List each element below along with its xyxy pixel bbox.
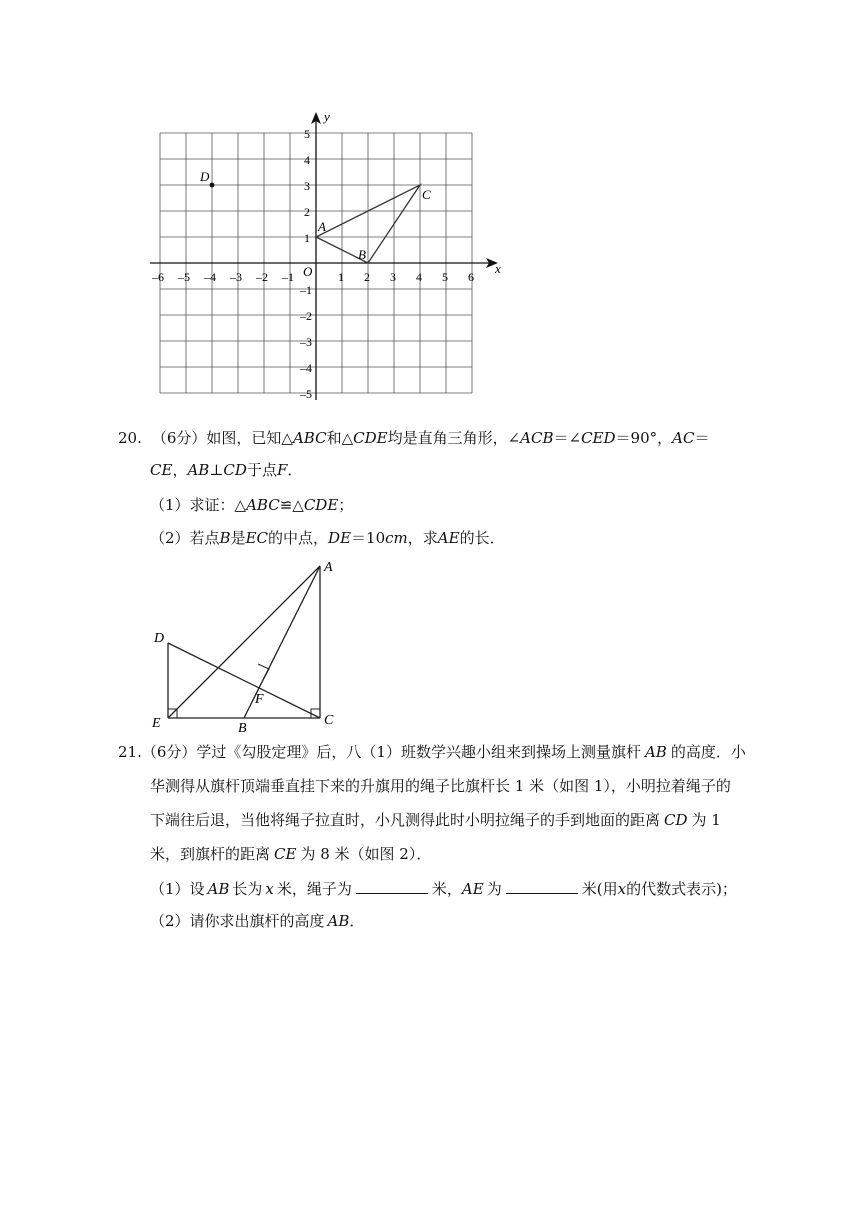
point-d-dot [210, 183, 215, 188]
x-tick-label: –2 [256, 270, 268, 284]
y-tick-label: 3 [304, 179, 310, 193]
answer-blank-ae[interactable] [506, 881, 578, 894]
label-f: F [255, 692, 264, 707]
q20-text: 如图，已知△ [206, 429, 293, 447]
q21-text: x [617, 880, 627, 898]
q21-text: 学过《勾股定理》后，八（1）班数学兴趣小组来到操场上测量旗杆 [196, 743, 641, 761]
q20-subquestion-2 [150, 531, 505, 546]
point-label-c: C [422, 187, 431, 202]
y-tick-label: 5 [304, 127, 310, 141]
q20-text: ⊥ [209, 461, 224, 479]
q20-text: ； [338, 496, 354, 514]
q21-text: 米， [431, 880, 462, 898]
grid-points [199, 169, 431, 262]
point-label-d: D [200, 169, 210, 184]
point-label-a: A [318, 219, 326, 234]
y-tick-label: –1 [300, 283, 312, 297]
q21-text: AB [327, 912, 350, 930]
q20-text: ABC [292, 429, 327, 447]
q20-line2 [150, 463, 302, 478]
q21-text: CE [274, 845, 297, 863]
q21-text: AB [644, 743, 667, 761]
y-tick-label: –3 [300, 335, 312, 349]
q21-text: 下端往后退，当他将绳子拉直时，小凡测得此时小明拉绳子的手到地面的距离 [150, 811, 661, 829]
q21-text: 米，绳子为 [276, 880, 352, 898]
x-tick-label: 5 [442, 270, 448, 284]
q20-text: CE [150, 461, 173, 479]
point-label-b: B [358, 247, 366, 262]
q21-text: 的高度．小 [670, 743, 746, 761]
q21-text: CD [664, 811, 688, 829]
q21-subquestion-1 [150, 881, 737, 897]
q20-text: 是 [230, 529, 246, 547]
q20-text: CDE [353, 429, 388, 447]
q20-text: cm [385, 529, 408, 547]
label-c: C [324, 713, 334, 728]
q20-text: DE [328, 529, 352, 547]
q20-triangle-figure [145, 555, 345, 735]
q21-text: 的代数式表示)； [626, 880, 737, 898]
q20-text: CD [223, 461, 247, 479]
q21-text: 华测得从旗杆顶端垂直挂下来的升旗用的绳子比旗杆长 1 米（如图 1），小明拉着绳子的 [150, 777, 731, 795]
label-d: D [154, 631, 165, 646]
q21-line4 [150, 847, 431, 862]
q21-text: AE [461, 880, 484, 898]
x-tick-label: 4 [416, 270, 422, 284]
q20-text: ≌△ [279, 496, 304, 514]
segment-ea [168, 566, 320, 718]
q20-text: 的中点， [268, 529, 329, 547]
q21-text: x [265, 880, 274, 898]
q21-text: （1）设 [150, 880, 205, 898]
x-tick-label: 3 [390, 270, 396, 284]
q21-score: （6分） [141, 743, 197, 761]
q20-score: （6分） [151, 429, 207, 447]
y-tick-label: –2 [300, 309, 312, 323]
x-tick-label: 6 [468, 270, 474, 284]
q21-line2 [150, 779, 731, 794]
q21-text: 为 1 [691, 811, 721, 829]
y-axis-label: y [324, 109, 330, 124]
q20-text: ． [287, 461, 303, 479]
q21-number: 21. [118, 743, 142, 761]
q20-text: ＝ [694, 429, 710, 447]
q20-text: 于点 [246, 461, 277, 479]
q20-text: CDE [303, 496, 339, 514]
q21-text: AB [207, 880, 230, 898]
q21-line3 [150, 813, 721, 828]
q21-text: 米(用 [581, 880, 618, 898]
x-tick-label: –6 [152, 270, 164, 284]
q21-subquestion-2 [150, 914, 364, 929]
q20-subquestion-1 [150, 498, 353, 513]
q20-text: （1）求证：△ [150, 496, 247, 514]
x-tick-label: –5 [178, 270, 190, 284]
q20-text: B [219, 529, 231, 547]
q20-text: ， [172, 461, 188, 479]
label-a: A [324, 560, 333, 575]
q20-text: CED [581, 429, 616, 447]
q20-text: AC [672, 429, 695, 447]
origin-label: O [303, 264, 313, 279]
q20-text: ＝∠ [553, 429, 582, 447]
x-tick-label: –3 [230, 270, 242, 284]
q20-text: ，求 [407, 529, 438, 547]
q21-text: 为 8 米（如图 2）． [300, 845, 432, 863]
q20-text: 的长． [459, 529, 505, 547]
y-tick-label: –4 [300, 361, 312, 375]
q21-text: 为 [486, 880, 502, 898]
q21-line1 [118, 745, 746, 760]
label-e: E [152, 716, 161, 731]
y-tick-label: 1 [304, 231, 310, 245]
x-tick-label: 1 [338, 270, 344, 284]
q20-number: 20. [118, 429, 142, 447]
q20-text: AB [187, 461, 210, 479]
x-axis-label: x [495, 261, 501, 276]
x-tick-labels [151, 270, 474, 284]
q20-text: ＝10 [351, 529, 386, 547]
coordinate-grid-figure [150, 108, 515, 408]
y-tick-label: 2 [304, 205, 310, 219]
q20-text: ACB [520, 429, 554, 447]
q21-text: 长为 [232, 880, 263, 898]
x-tick-label: –4 [204, 270, 216, 284]
q21-text: 米，到旗杆的距离 [150, 845, 271, 863]
answer-blank-rope[interactable] [356, 881, 428, 894]
q21-text: （2）请你求出旗杆的高度 [150, 912, 325, 930]
q20-text: EC [245, 529, 269, 547]
q20-text: 均是直角三角形，∠ [387, 429, 521, 447]
segment-dc [168, 643, 320, 718]
label-b: B [238, 721, 247, 735]
q20-text: F [276, 461, 288, 479]
q20-text: ＝90°， [615, 429, 673, 447]
y-tick-label: 4 [304, 153, 310, 167]
x-tick-label: –1 [282, 270, 294, 284]
q20-text: AE [437, 529, 460, 547]
q20-text: 和△ [326, 429, 354, 447]
q20-line1 [118, 431, 709, 446]
x-tick-label: 2 [364, 270, 370, 284]
q21-text: ． [349, 912, 365, 930]
q20-text: ABC [246, 496, 280, 514]
q20-text: （2）若点 [150, 529, 220, 547]
y-tick-label: –5 [300, 387, 312, 401]
